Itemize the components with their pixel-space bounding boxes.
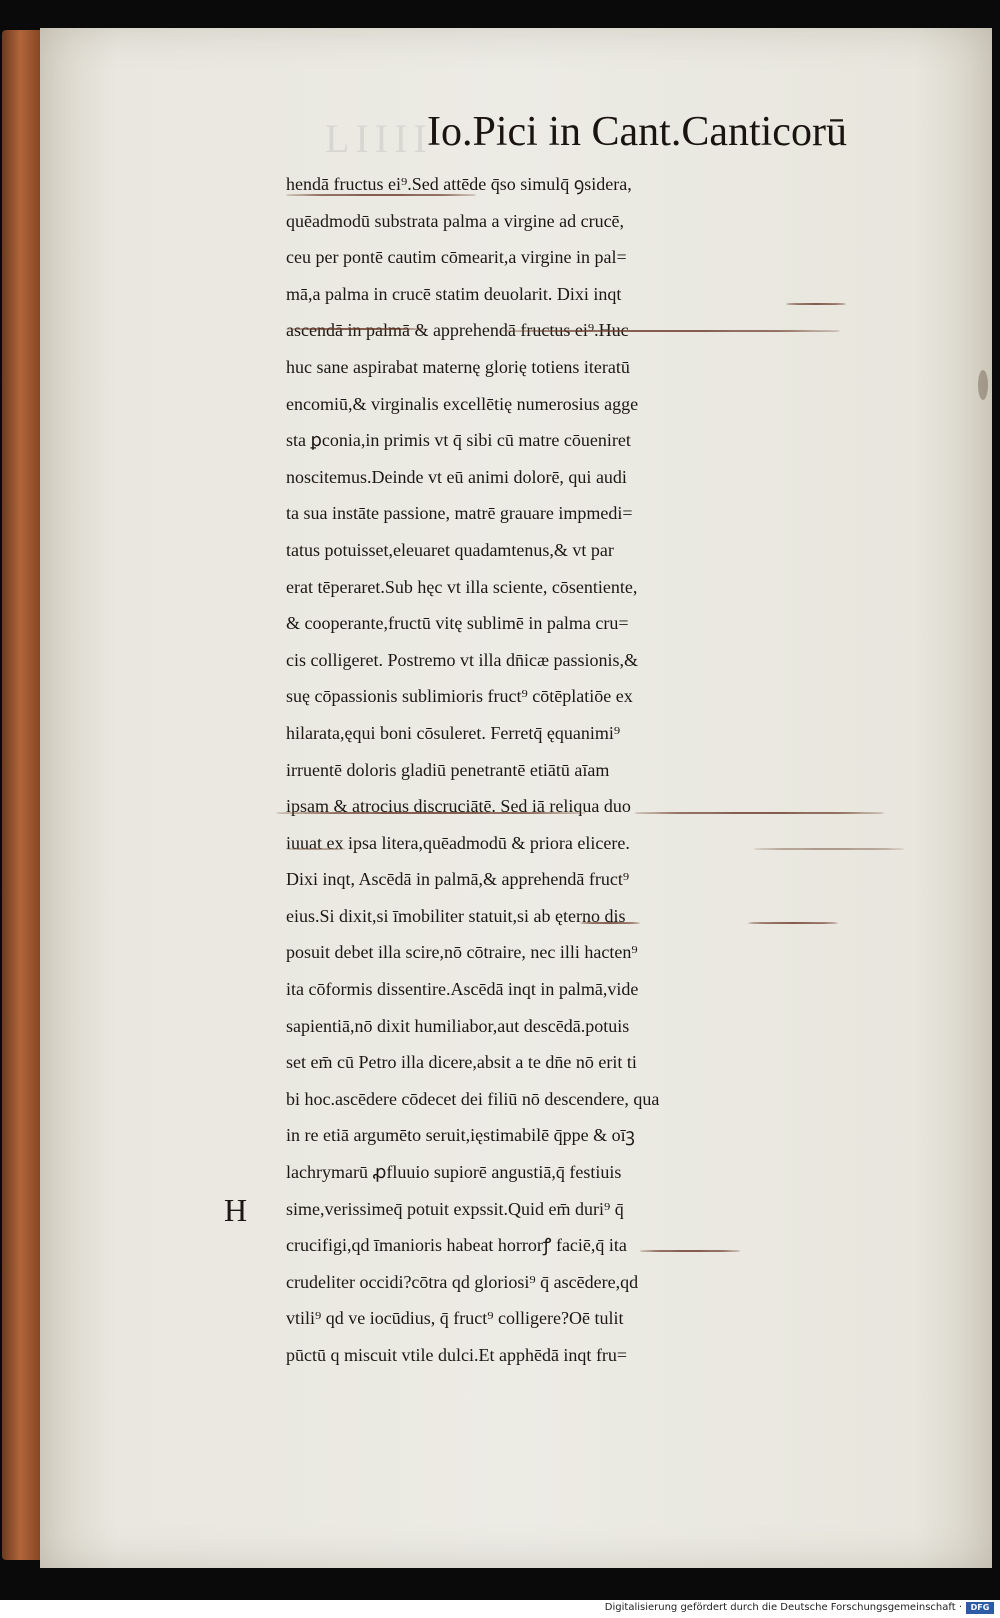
text-line: noscitemus.Deinde vt eū animi dolorē, qui audi	[286, 466, 627, 487]
text-line: ceu per pontē cautim cōmearit,a virgine in pal=	[286, 247, 627, 268]
text-line: erat tēperaret.Sub hęc vt illa sciente, cōsentiente,	[286, 576, 638, 597]
handwritten-underline	[276, 812, 586, 814]
text-line: ta sua instāte passione, matrē grauare impmedi=	[286, 503, 633, 524]
handwritten-underline	[286, 328, 426, 330]
text-line: iuuat ex ipsa litera,quēadmodū & priora elicere.	[286, 832, 630, 853]
text-line: crudeliter occidi?cōtra qd gloriosi⁹ q̄ ascēdere,qd	[286, 1271, 639, 1292]
text-line: sta ꝑconia,in primis vt q̄ sibi cū matre cōueniret	[286, 430, 631, 451]
text-line: sime,verissimeq̄ potuit expssit.Quid em̄ duri⁹ q̄	[286, 1198, 624, 1219]
text-line: in re etiā argumēto seruit,ięstimabilē q̄ppe & oīꝫ	[286, 1125, 635, 1146]
digitization-credit: Digitalisierung gefördert durch die Deutsche Forschungsgemeinschaft ·	[604, 1602, 962, 1613]
text-line: ita cōformis dissentire.Ascēdā inqt in palmā,vide	[286, 979, 639, 1000]
show-through-text: LIIII	[325, 116, 433, 161]
page-stain	[978, 370, 988, 400]
handwritten-underline	[580, 922, 640, 924]
handwritten-underline	[500, 330, 840, 332]
text-line: Dixi inqt, Ascēdā in palmā,& apprehendā fruct⁹	[286, 869, 630, 890]
text-line: hilarata,ęqui boni cōsuleret. Ferretq̄ ęquanimi⁹	[286, 722, 621, 743]
handwritten-underline	[286, 848, 346, 850]
text-line: vtili⁹ qd ve iocūdius, q̄ fruct⁹ colligere?Oē tulit	[286, 1308, 624, 1329]
dfg-logo: DFG	[966, 1602, 994, 1614]
text-line: posuit debet illa scire,nō cōtraire, nec illi hacten⁹	[286, 942, 638, 963]
running-head: Io.Pici in Cant.Canticorū	[427, 109, 847, 155]
text-line: lachrymarū ꝓfluuio supiorē angustiā,q̄ festiuis	[286, 1162, 622, 1183]
text-line: set em̄ cū Petro illa dicere,absit a te dn̄e nō erit ti	[286, 1052, 637, 1073]
handwritten-underline	[634, 812, 884, 814]
text-line: tatus potuisset,eleuaret quadamtenus,& vt par	[286, 539, 614, 560]
handwritten-underline	[754, 848, 904, 850]
text-line: pūctū q miscuit vtile dulci.Et apphēdā inqt fru=	[286, 1345, 628, 1365]
text-line: ipsam & atrocius discruciātē. Sed iā reliqua duo	[286, 796, 631, 817]
text-line: sapientiā,nō dixit humiliabor,aut descēdā.potuis	[286, 1015, 630, 1036]
handwritten-underline	[748, 922, 838, 924]
text-line: hendā fructus ei⁹.Sed attēde q̄so simulq̄ ꝯsidera,	[286, 174, 632, 194]
text-line: huc sane aspirabat maternę glorię totiens iteratū	[286, 356, 630, 377]
handwritten-underline	[786, 303, 846, 305]
text-line: ascendā in palmā & apprehendā fructus ei⁹.Huc	[286, 320, 629, 341]
body-text	[286, 166, 936, 1374]
text-line: mā,a palma in crucē statim deuolarit. Dixi inqt	[286, 283, 622, 304]
text-line: bi hoc.ascēdere cōdecet dei filiū nō descendere, qua	[286, 1088, 660, 1109]
margin-letter: H	[224, 1192, 248, 1228]
text-line: crucifigi,qd īmanioris habeat horrorꝭ faciē,q̄ ita	[286, 1235, 627, 1256]
text-line: eius.Si dixit,si īmobiliter statuit,si ab ęterno dis	[286, 905, 626, 926]
text-line: & cooperante,fructū vitę sublimē in palma cru=	[286, 613, 629, 634]
text-line: cis colligeret. Postremo vt illa dn̄icæ passionis,&	[286, 649, 638, 670]
handwritten-underline	[286, 194, 476, 196]
text-line: quēadmodū substrata palma a virgine ad crucē,	[286, 210, 625, 231]
text-line: irruentē doloris gladiū penetrantē etiātū aīam	[286, 759, 610, 780]
text-line: encomiū,& virginalis excellētię numerosius agge	[286, 393, 639, 414]
handwritten-underline	[640, 1250, 740, 1252]
text-line: suę cōpassionis sublimioris fruct⁹ cōtēplatiōe ex	[286, 686, 633, 707]
